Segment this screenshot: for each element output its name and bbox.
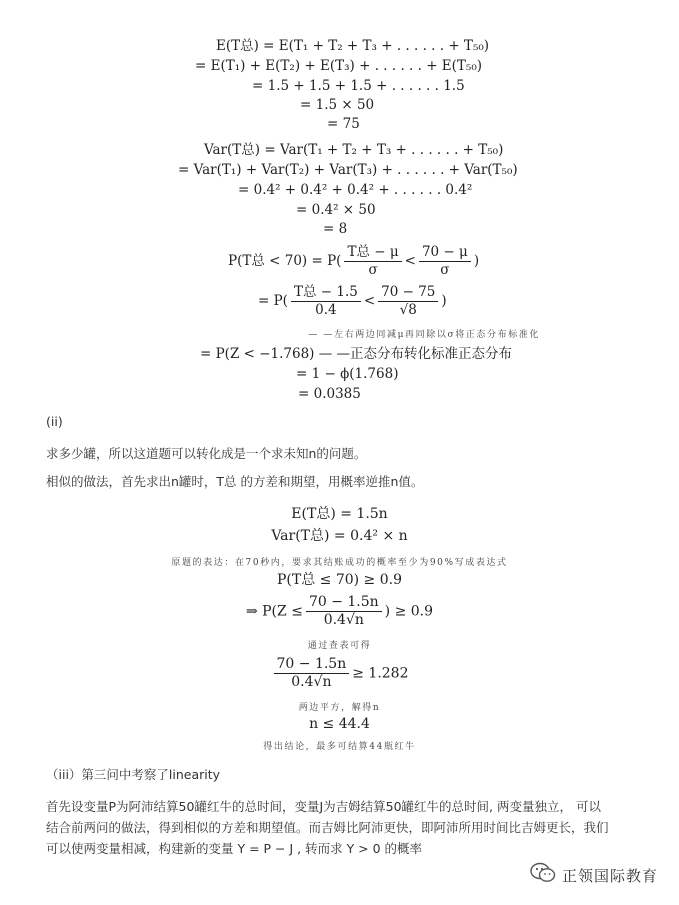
probability-left: P(T总 < 70) = P( [228,253,342,269]
fraction-standardize-70: $\frac{70 - \mu}{\sigma}$ [419,244,471,279]
probability-line-2 [258,284,447,319]
expectation-line-3: = 1.5 + 1.5 + 1.5 + . . . . . . 1.5 [252,78,465,94]
fraction-standardize-t: $\frac{\text{T总 − μ}}{\sigma}$ [344,244,401,279]
n-result-line: n ≤ 44.4 [309,716,370,732]
paragraph-ii-2: 相似的做法，首先求出n罐时，T总 的方差和期望，用概率逆推n值。 [46,474,424,489]
variance-line-4: = 0.4² × 50 [296,202,376,218]
expectation-line-5: = 75 [327,116,360,132]
section-ii-heading: (ii) [46,414,63,429]
probability-z-line: = P(Z < −1.768) — —正态分布转化标准正态分布 [200,346,513,362]
expectation-line-2: = E(T₁) + E(T₂) + E(T₃) + . . . . . . + E(T₅₀) [195,58,483,74]
variance-n-line: Var(T总) = 0.4² × n [271,528,408,544]
fraction-t-minus-1.5: $\frac{\text{T总 − 1.5}}{0.4}$ [291,284,361,319]
probability-phi-line: = 1 − ϕ(1.768) [296,366,399,382]
inequality-right: ≥ 1.282 [352,665,409,682]
fraction-70-minus-1.5n: $\frac{70 - 1.5n}{0.4√n}$ [306,594,382,629]
square-both-sides-note: 两边平方，解得n [298,703,381,713]
implication-right: ) ≥ 0.9 [384,603,434,620]
fraction-70-minus-1.5n-2: $\frac{70 - 1.5n}{0.4√n}$ [274,656,350,691]
implication-left: ⇒ P(Z ≤ [245,603,303,620]
wechat-icon [530,862,556,888]
conclusion-note: 得出结论，最多可结算44瓶红牛 [263,742,416,752]
paragraph-iii-line-3: 可以使两变量相减，构建新的变量 Y = P − J , 转而求 Y > 0 的概率 [46,841,423,856]
fraction-70-minus-75: $\frac{70 - 75}{√8}$ [378,284,438,319]
implication-line [0,594,679,629]
paragraph-iii-line-2: 结合前两问的做法，得到相似的方差和期望值。而吉姆比阿沛更快，即阿沛所用时间比吉姆更长，我们 [46,820,609,835]
watermark-logo-text: 正领国际教育 [562,866,659,885]
problem-restatement-note: 原题的表达：在70秒内，要求其结账成功的概率至少为90%写成表达式 [171,558,508,568]
close-paren-2: ) [441,293,447,309]
variance-line-1: Var(T总) = Var(T₁ + T₂ + T₃ + . . . . . . + T₅₀) [204,142,504,158]
less-than-sign: < [404,253,416,269]
section-iii-heading: （iii）第三问中考察了linearity [46,767,221,782]
variance-line-2: = Var(T₁) + Var(T₂) + Var(T₃) + . . . . . . + Var(T₅₀) [178,162,518,178]
standardization-note: — —左右两边同减μ再同除以σ将正态分布标准化 [308,330,540,340]
inequality-line [0,656,679,691]
expectation-line-4: = 1.5 × 50 [300,97,375,113]
variance-line-3: = 0.4² + 0.4² + 0.4² + . . . . . . 0.4² [238,182,473,198]
probability-left-2: = P( [258,293,288,309]
paragraph-iii-line-1: 首先设变量P为阿沛结算50罐红牛的总时间，变量J为吉姆结算50罐红牛的总时间, 两变量独立， 可以 [46,799,601,814]
table-lookup-note: 通过查表可得 [307,641,372,651]
probability-result-line: = 0.0385 [298,386,361,402]
close-paren: ) [473,253,480,269]
watermark-logo [530,862,658,888]
paragraph-ii-1: 求多少罐，所以这道题可以转化成是一个求未知n的问题。 [46,446,367,461]
expectation-n-line: E(T总) = 1.5n [291,506,388,522]
probability-n-line: P(T总 ≤ 70) ≥ 0.9 [276,572,403,588]
less-than-sign-2: < [363,293,376,309]
probability-line-1 [228,244,479,279]
expectation-line-1: E(T总) = E(T₁ + T₂ + T₃ + . . . . . . + T₅₀) [216,38,490,54]
variance-line-5: = 8 [323,221,348,237]
